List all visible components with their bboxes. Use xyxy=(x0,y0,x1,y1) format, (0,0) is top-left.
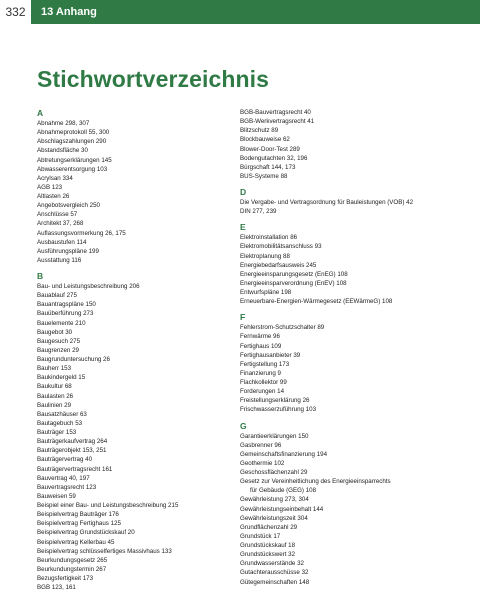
page-title: Stichwortverzeichnis xyxy=(37,66,270,92)
index-entry: Grundstück 17 xyxy=(240,532,281,540)
index-entry: Geschossflächenzahl 29 xyxy=(240,469,308,476)
index-entry: Beispielvertrag Kellerbau 45 xyxy=(37,538,115,546)
index-entry: Anschlüsse 57 xyxy=(37,211,78,219)
index-entry: Bauablauf 275 xyxy=(37,292,77,300)
index-entry: Baugrenzen 29 xyxy=(37,346,79,354)
index-entry: Bauvertragsrecht 123 xyxy=(37,483,97,491)
index-entry: Baukultur 68 xyxy=(37,383,72,391)
index-entry: Bau- und Leistungsbeschreibung 206 xyxy=(37,283,140,290)
index-entry: Gemeinschaftsfinanzierung 194 xyxy=(240,450,328,458)
index-entry: Fertighausanbieter 39 xyxy=(240,351,301,359)
index-entry: Beispielvertrag Fertighaus 125 xyxy=(37,520,121,528)
index-entry: BGB-Bauvertragsrecht 40 xyxy=(240,109,311,116)
index-entry: Beispielvertrag Grundstückskauf 20 xyxy=(37,529,135,537)
index-entry: Bauelemente 210 xyxy=(37,319,86,327)
index-entry: Bauvertrag 40, 197 xyxy=(37,474,90,482)
index-entry: Altlasten 26 xyxy=(37,193,70,200)
index-section xyxy=(37,271,232,592)
section-letter: D xyxy=(240,187,247,197)
section-letter: E xyxy=(240,222,246,233)
index-entry: Abnahme 298, 307 xyxy=(37,120,90,127)
index-entry: Beispiel einer Bau- und Leistungsbeschreibung 215 xyxy=(37,502,179,509)
index-entry: BUS-Systeme 88 xyxy=(240,172,288,180)
index-entry: Bodengutachten 32, 196 xyxy=(240,154,308,162)
index-entry: Beurkundungstermin 267 xyxy=(37,565,107,573)
index-entry: Grundflächenzahl 29 xyxy=(240,523,298,531)
index-entry: Abstandsfläche 30 xyxy=(37,147,88,155)
page-header xyxy=(0,0,480,24)
index-entry: Acrylsan 334 xyxy=(37,174,73,182)
index-section xyxy=(240,312,455,414)
index-entry: Beispielvertrag Bauträger 176 xyxy=(37,511,119,519)
index-entry: Baukindergeld 15 xyxy=(37,374,86,382)
index-entry: Bürgschaft 144, 173 xyxy=(240,163,296,171)
section-letter: G xyxy=(240,420,247,431)
index-entry: Blitzschutz 89 xyxy=(240,127,279,135)
index-entry: Baulasten 26 xyxy=(37,392,74,400)
index-entry: Garantieerklärungen 150 xyxy=(240,432,309,440)
index-entry: Frischwasserzuführung 103 xyxy=(240,406,317,414)
index-entry: Gewährleistungszeit 304 xyxy=(240,514,308,522)
index-entry: Bautagebuch 53 xyxy=(37,419,83,427)
index-entry: Baugesuch 275 xyxy=(37,337,81,345)
index-entry: Baugrunduntersuchung 26 xyxy=(37,356,110,363)
index-entry: Gutachterausschüsse 32 xyxy=(240,569,309,577)
index-entry: Beurkundungsgesetz 265 xyxy=(37,556,108,564)
index-section xyxy=(240,222,455,306)
index-entry: Gewährleistungseinbehalt 144 xyxy=(240,505,324,513)
index-entry: Bauantragspläne 150 xyxy=(37,301,96,309)
index-entry: Abnahmeprotokoll 55, 300 xyxy=(37,129,110,137)
index-entry: Freistellungserklärung 26 xyxy=(240,397,310,405)
index-entry: Abwasserentsorgung 103 xyxy=(37,165,108,173)
index-entry: Finanzierung 9 xyxy=(240,369,281,377)
index-entry: Gütegemeinschaften 148 xyxy=(240,578,310,586)
index-entry: Fertigstellung 173 xyxy=(240,360,290,368)
index-entry: Bauträgerkaufvertrag 264 xyxy=(37,438,108,446)
index-entry: Gewährleistung 273, 304 xyxy=(240,496,309,504)
index-entry: Energieeinsparverordnung (EnEV) 108 xyxy=(240,279,347,287)
index-entry: Energiebedarfsausweis 245 xyxy=(240,261,317,269)
index-entry: Entwurfspläne 198 xyxy=(240,289,292,296)
index-entry: Bauweisen 59 xyxy=(37,492,76,500)
index-entry: Bauüberführung 273 xyxy=(37,310,94,318)
index-entry: Bausatzhäuser 63 xyxy=(37,410,87,418)
index-entry: Grundstückswert 32 xyxy=(240,551,296,559)
page-number: 332 xyxy=(0,0,31,24)
index-entry: Fertighaus 109 xyxy=(240,342,282,350)
section-letter: F xyxy=(240,312,246,323)
index-entry: Blower-Door-Test 289 xyxy=(240,145,300,153)
index-entry: Bezugsfertigkeit 173 xyxy=(37,575,94,582)
index-entry: Elektromobilitätsanschluss 93 xyxy=(240,243,322,251)
index-entry: Angebotsvergleich 250 xyxy=(37,202,100,210)
index-entry: Geothermie 102 xyxy=(240,459,285,467)
index-entry: Gasbrenner 96 xyxy=(240,441,282,449)
index-column-right xyxy=(240,108,455,593)
index-entry: Bauträger 153 xyxy=(37,429,77,436)
index-entry: Bauträgervertragsrecht 161 xyxy=(37,465,113,473)
index-entry: Fehlerstrom-Schutzschalter 89 xyxy=(240,324,325,332)
index-entry: Elektroinstallation 86 xyxy=(240,234,298,242)
index-entry: Die Vergabe- und Vertragsordnung für Bauleistungen (VOB) 42 xyxy=(240,199,414,206)
index-entry: BGB-Werkvertragsrecht 41 xyxy=(240,118,315,126)
index-entry: Bauträgervertrag 40 xyxy=(37,456,93,464)
index-section xyxy=(240,108,455,181)
index-entry: Energieeinsparungsgesetz (EnEG) 108 xyxy=(240,270,348,278)
index-entry: Beispielvertrag schlüsselfertiges Massivhaus 133 xyxy=(37,547,172,555)
index-entry: Blockbauweise 62 xyxy=(240,136,290,144)
index-entry: Grundstückskauf 18 xyxy=(240,542,296,549)
index-entry: Fernwärme 96 xyxy=(240,333,280,341)
index-column-left xyxy=(37,108,232,598)
index-entry: Bauherr 153 xyxy=(37,365,72,373)
index-entry: Ausbaustufen 114 xyxy=(37,238,87,246)
section-letter: A xyxy=(37,108,44,118)
index-entry: Baulinien 29 xyxy=(37,401,72,409)
index-entry: Gesetz zur Vereinheitlichung des Energieeinsparrechts für Gebäude (GEG) 108 xyxy=(240,478,391,495)
index-entry: Architekt 37, 268 xyxy=(37,220,84,228)
index-entry: BGB 123, 161 xyxy=(37,584,76,592)
index-entry: Ausführungspläne 199 xyxy=(37,247,99,255)
index-section xyxy=(37,108,232,265)
index-section xyxy=(240,421,455,587)
index-entry: Ausstattung 116 xyxy=(37,256,82,264)
index-entry: Erneuerbare-Energien-Wärmegesetz (EEWärmeG) 108 xyxy=(240,298,393,306)
index-entry: Elektroplanung 88 xyxy=(240,252,290,260)
index-entry: Abschlagszahlungen 290 xyxy=(37,138,107,146)
index-entry: Flachkollektor 99 xyxy=(240,379,287,386)
chapter-banner: 13 Anhang xyxy=(31,0,480,24)
index-entry: Bauträgerobjekt 153, 251 xyxy=(37,447,107,455)
index-section xyxy=(240,187,455,216)
index-entry: Auflassungsvormerkung 26, 175 xyxy=(37,229,126,237)
index-entry: Grundwasserstände 32 xyxy=(240,560,304,568)
index-entry: Baugebot 30 xyxy=(37,328,73,336)
section-letter: B xyxy=(37,271,44,281)
index-entry: DIN 277, 239 xyxy=(240,208,277,216)
index-entry: Forderungen 14 xyxy=(240,388,285,396)
index-entry: AGB 123 xyxy=(37,183,63,191)
index-entry: Abtretungserklärungen 145 xyxy=(37,156,112,164)
